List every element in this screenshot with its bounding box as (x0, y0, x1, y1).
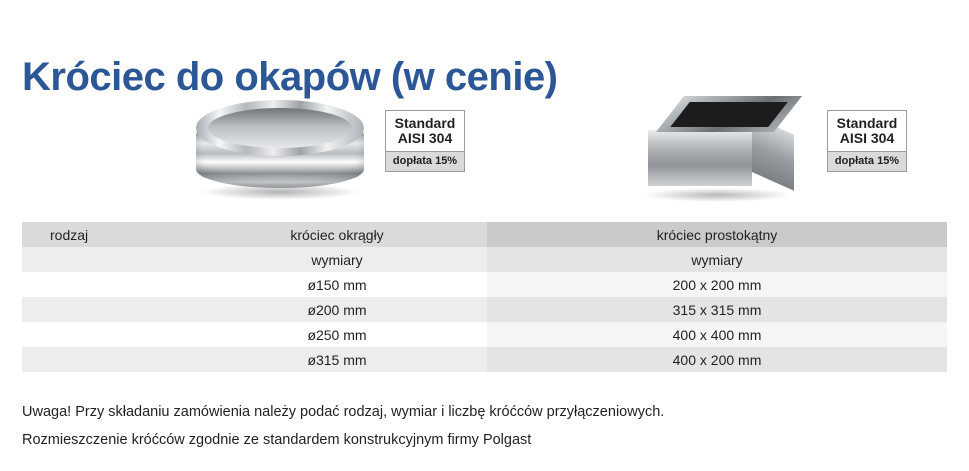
rect-duct-shadow (642, 188, 792, 202)
illustration-band (0, 92, 969, 202)
cell-rect-size: 200 x 200 mm (487, 272, 947, 297)
standard-grade-label: AISI 304 (397, 130, 453, 146)
dimensions-table (22, 222, 947, 372)
table-header-row (22, 222, 947, 247)
cell-rect-size: 400 x 200 mm (487, 347, 947, 372)
cell-rect-size: 315 x 315 mm (487, 297, 947, 322)
table-row (22, 297, 947, 322)
rect-duct-front-face (648, 130, 752, 186)
table-row (22, 322, 947, 347)
rect-duct-opening (670, 102, 788, 127)
cell-round-size: ø315 mm (187, 347, 487, 372)
standard-badge-round-text (386, 111, 464, 151)
standard-label: Standard (394, 115, 456, 131)
note-line-2: Rozmieszczenie króćców zgodnie ze standardem konstrukcyjnym firmy Polgast (22, 432, 532, 448)
standard-badge-rect-text (828, 111, 906, 151)
notes-block (22, 398, 947, 454)
cell-round-size: ø250 mm (187, 322, 487, 347)
cell-type (22, 297, 187, 322)
subheader-cell-type (22, 247, 187, 272)
cell-round-size: ø150 mm (187, 272, 487, 297)
table-row (22, 272, 947, 297)
round-duct-rim-inner (208, 108, 352, 148)
page-title: Króciec do okapów (w cenie) (22, 54, 558, 99)
subheader-cell-rect: wymiary (487, 247, 947, 272)
note-line-1: Uwaga! Przy składaniu zamówienia należy podać rodzaj, wymiar i liczbę króćców przyłączeniowych. (22, 404, 665, 420)
cell-rect-size: 400 x 400 mm (487, 322, 947, 347)
standard-grade-label: AISI 304 (839, 130, 895, 146)
standard-badge-round (385, 110, 465, 172)
round-duct-illustration (196, 100, 364, 196)
table-row (22, 347, 947, 372)
cell-type (22, 347, 187, 372)
standard-badge-rect-surcharge: dopłata 15% (828, 151, 906, 171)
cell-round-size: ø200 mm (187, 297, 487, 322)
subheader-cell-round: wymiary (187, 247, 487, 272)
table-subheader-row (22, 247, 947, 272)
cell-type (22, 322, 187, 347)
header-cell-rect: króciec prostokątny (487, 222, 947, 247)
standard-label: Standard (836, 115, 898, 131)
rect-duct-illustration (640, 96, 800, 200)
standard-badge-round-surcharge: dopłata 15% (386, 151, 464, 171)
header-cell-round: króciec okrągły (187, 222, 487, 247)
standard-badge-rect (827, 110, 907, 172)
header-cell-type: rodzaj (22, 222, 187, 247)
cell-type (22, 272, 187, 297)
